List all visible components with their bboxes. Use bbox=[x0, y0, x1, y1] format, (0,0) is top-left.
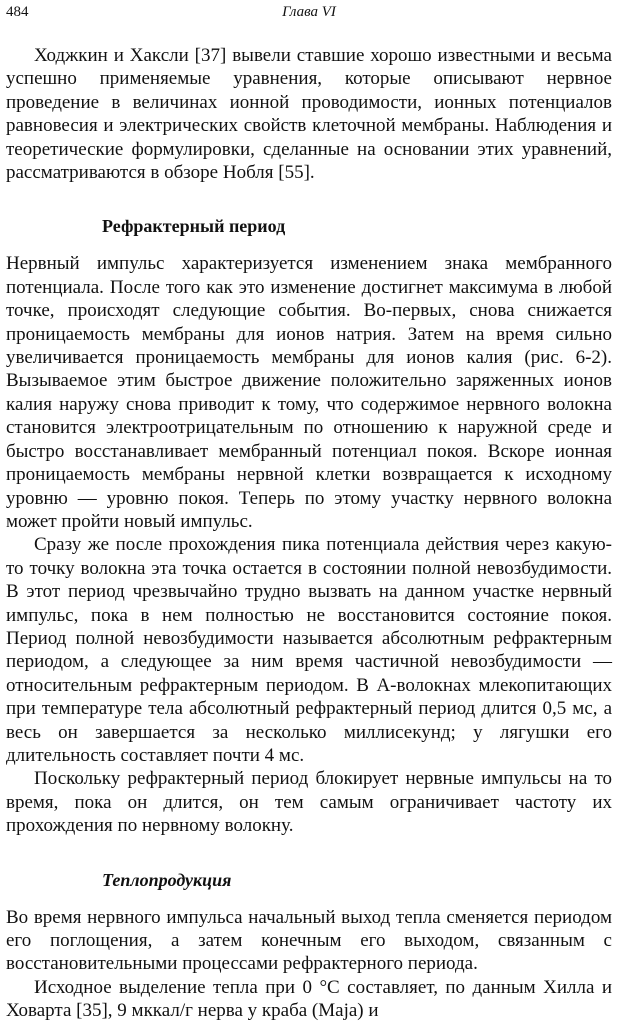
paragraph-nerve-impulse: Нервный импульс характеризуется изменением знака мембранного потенциала. После того как это изменение достигнет максимума в любой точке, происходят следующие события. Во-первых, снова снижается проницаемость мембраны для ионов натрия. Затем на время сильно увеличивается проницаемость мембраны для ионов калия (рис. 6-2). Вызываемое этим быстрое движение положительно заряженных ионов калия наружу снова приводит к тому, что содержимое нервного волокна становится электроотрицательным по отношению к наружной среде и быстро восстанавливает мембранный потенциал покоя. Вскоре ионная проницаемость мембраны нервной клетки возвращается к исходному уровню — уровню покоя. Теперь по этому участку нервного волокна может пройти новый импульс. bbox=[6, 253, 612, 532]
section-heading-heat-production: Теплопродукция bbox=[102, 869, 232, 890]
paragraph-impulse-frequency: Поскольку рефрактерный период блокирует нервные импульсы на то время, пока он длится, он тем самым ограничивает частоту их прохождения по нервному волокну. bbox=[6, 768, 612, 837]
section-heading-refractory-period: Рефрактерный период bbox=[102, 216, 286, 237]
running-head: Глава VI bbox=[282, 4, 336, 20]
paragraph-heat-output: Во время нервного импульса начальный выход тепла сменяется периодом его поглощения, а затем конечным его выходом, связанным с восстановительными процессами рефрактерного периода. bbox=[6, 906, 612, 975]
paragraph-absolute-refractory: Сразу же после прохождения пика потенциала действия через какую-то точку волокна эта точка остается в состоянии полной невозбудимости. В этот период чрезвычайно трудно вызвать на данном участке нервный импульс, пока в нем полностью не восстановится состояние покоя. Период полной невозбудимости называется абсолютным рефрактерным периодом, а следующее за ним время частичной невозбудимости — относительным рефрактерным периодом. В А-волокнах млекопитающих при температуре тела абсолютный рефрактерный период длится 0,5 мс, а весь он завершается за несколько миллисекунд; у лягушки его длительность составляет почти 4 мс. bbox=[6, 534, 612, 766]
paragraph-initial-heat: Исходное выделение тепла при 0 °С составляет, по данным Хилла и Ховарта [35], 9 мккал/г нерва у краба (Maja) и bbox=[6, 976, 612, 1022]
page-number: 484 bbox=[6, 4, 29, 20]
page-header bbox=[6, 4, 612, 26]
paragraph-hodgkin-huxley: Ходжкин и Хаксли [37] вывели ставшие хорошо известными и весьма успешно применяемые уравнения, которые описывают нервное проведение в величинах ионной проводимости, ионных потенциалов равновесия и электрических свойств клеточной мембраны. Наблюдения и теоретические формулировки, сделанные на основании этих уравнений, рассматриваются в обзоре Нобля [55]. bbox=[6, 45, 612, 184]
